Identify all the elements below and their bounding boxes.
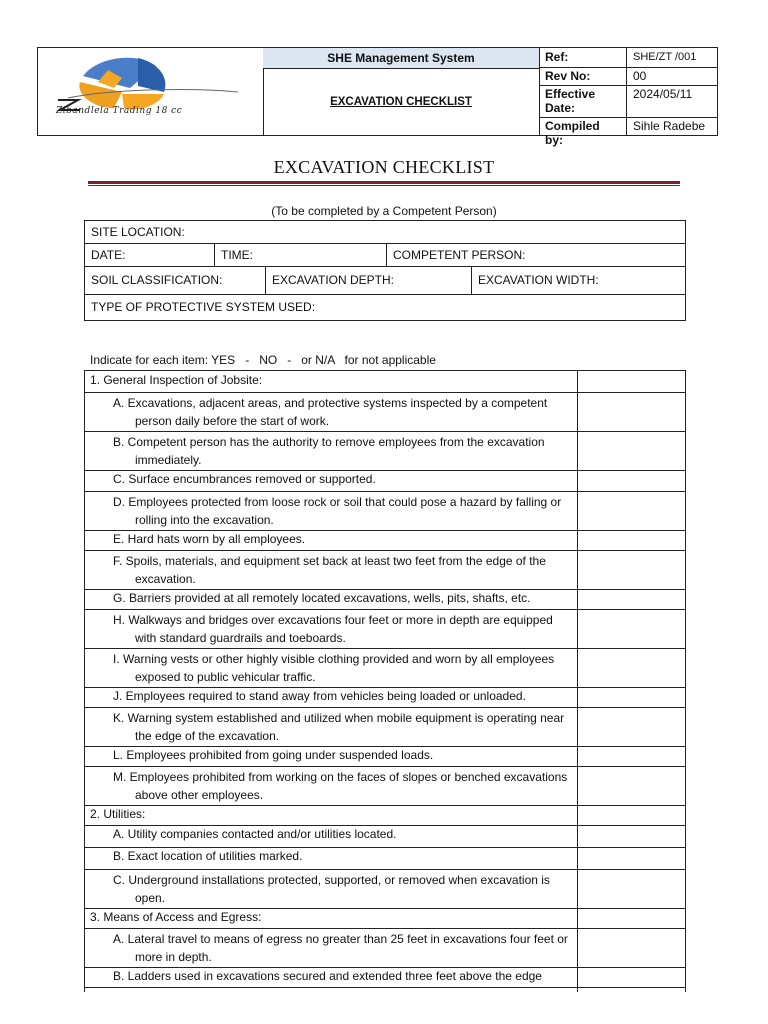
meta-label: Rev No: [539, 67, 627, 85]
checklist-item [85, 707, 685, 747]
checklist-item [85, 746, 685, 767]
meta-row-compiled [539, 117, 717, 147]
item-text: A. Excavations, adjacent areas, and protective systems inspected by a competent person daily before the start of work. [113, 396, 548, 428]
checklist-section [85, 908, 685, 929]
meta-label: Effective Date: [539, 85, 627, 117]
checklist-item [85, 825, 685, 848]
answer-cell[interactable] [578, 825, 685, 847]
page-title: EXCAVATION CHECKLIST [273, 157, 495, 177]
checklist-item [85, 530, 685, 551]
answer-cell[interactable] [578, 869, 685, 908]
meta-value: 2024/05/11 [633, 87, 693, 101]
info-row-protective[interactable] [85, 294, 685, 320]
checklist-item [85, 589, 685, 610]
answer-cell[interactable] [578, 928, 685, 967]
item-text: E. Hard hats worn by all employees. [113, 532, 306, 546]
answer-cell[interactable] [578, 609, 685, 648]
meta-value: 00 [633, 69, 647, 83]
item-text: L. Employees prohibited from going under suspended loads. [113, 748, 434, 762]
answer-cell[interactable] [578, 392, 685, 431]
item-text: M. Employees prohibited from working on the faces of slopes or benched excavations above other employees. [113, 770, 568, 802]
answer-cell[interactable] [578, 687, 685, 707]
item-text: H. Walkways and bridges over excavations four feet or more in depth are equipped with standard guardrails and toeboards. [113, 613, 553, 645]
instructions: Indicate for each item: YES - NO - or N/A for not applicable [90, 353, 436, 367]
meta-label: Compiled by: [539, 117, 627, 135]
checklist-item [85, 648, 685, 688]
item-text: A. Lateral travel to means of egress no greater than 25 feet in excavations four feet or more in depth. [113, 932, 568, 964]
answer-cell[interactable] [578, 530, 685, 550]
answer-cell[interactable] [578, 470, 685, 491]
answer-cell[interactable] [578, 371, 685, 392]
checklist-item [85, 847, 685, 870]
info-row-date [85, 243, 685, 267]
checklist-item [85, 550, 685, 590]
item-text: G. Barriers provided at all remotely located excavations, wells, pits, shafts, etc. [113, 591, 531, 605]
site-location-label: SITE LOCATION: [91, 225, 185, 239]
document-header [37, 47, 718, 147]
item-text: C. Underground installations protected, supported, or removed when excavation is open. [113, 873, 550, 905]
excavation-width-label: EXCAVATION WIDTH: [478, 273, 599, 287]
checklist-item [85, 766, 685, 806]
item-text: B. Ladders used in excavations secured and extended three feet above the edge [113, 969, 542, 983]
item-text: F. Spoils, materials, and equipment set back at least two feet from the edge of the excavation. [113, 554, 546, 586]
system-name: SHE Management System [263, 48, 539, 69]
checklist-item [85, 967, 685, 988]
answer-cell[interactable] [578, 746, 685, 766]
item-text: B. Exact location of utilities marked. [113, 849, 303, 863]
checklist-item [85, 392, 685, 432]
answer-cell[interactable] [578, 805, 685, 825]
info-row-site[interactable] [85, 221, 685, 244]
item-text: J. Employees required to stand away from vehicles being loaded or unloaded. [113, 689, 526, 703]
item-text: A. Utility companies contacted and/or utilities located. [113, 827, 397, 841]
info-table [84, 220, 686, 321]
answer-cell[interactable] [578, 908, 685, 928]
answer-cell[interactable] [578, 491, 685, 530]
header-middle [263, 48, 540, 135]
title-rule-thin [88, 185, 680, 186]
logo-cell [38, 48, 264, 135]
checklist-table [84, 370, 686, 992]
logo-text: Zibandlela Trading 18 cc [56, 106, 183, 116]
header-meta [539, 48, 717, 147]
checklist-section [85, 805, 685, 826]
answer-cell[interactable] [578, 550, 685, 589]
section-heading: 1. General Inspection of Jobsite: [90, 373, 263, 387]
item-text: I. Warning vests or other highly visible clothing provided and worn by all employees exposed to public vehicular traffic. [113, 652, 555, 684]
checklist-item [85, 869, 685, 909]
answer-cell[interactable] [578, 589, 685, 609]
protective-system-label: TYPE OF PROTECTIVE SYSTEM USED: [91, 300, 316, 314]
title-rule [88, 181, 680, 184]
answer-cell[interactable] [578, 431, 685, 470]
soil-classification-label: SOIL CLASSIFICATION: [91, 273, 223, 287]
checklist-item [85, 470, 685, 492]
section-heading: 3. Means of Access and Egress: [90, 910, 262, 924]
answer-cell[interactable] [578, 648, 685, 687]
info-row-soil [85, 266, 685, 295]
checklist-item [85, 609, 685, 649]
item-text: K. Warning system established and utilized when mobile equipment is operating near the edge of the excavation. [113, 711, 565, 743]
answer-cell[interactable] [578, 707, 685, 746]
checklist-item [85, 491, 685, 531]
item-text: C. Surface encumbrances removed or supported. [113, 472, 376, 486]
meta-value: Sihle Radebe [633, 119, 706, 133]
checklist-item [85, 431, 685, 471]
checklist-item [85, 687, 685, 708]
time-label: TIME: [221, 247, 253, 262]
company-logo [38, 48, 263, 135]
answer-cell[interactable] [578, 766, 685, 805]
section-heading: 2. Utilities: [90, 807, 146, 821]
meta-row-ref [539, 48, 717, 68]
header-doc-title: EXCAVATION CHECKLIST [330, 96, 472, 108]
competent-person-label: COMPETENT PERSON: [393, 247, 526, 262]
subtitle: (To be completed by a Competent Person) [271, 204, 497, 218]
answer-cell[interactable] [578, 967, 685, 987]
excavation-depth-label: EXCAVATION DEPTH: [272, 273, 395, 287]
item-text: B. Competent person has the authority to remove employees from the excavation immediately. [113, 435, 545, 467]
answer-cell[interactable] [578, 847, 685, 869]
meta-label: Ref: [539, 48, 627, 67]
meta-row-rev [539, 67, 717, 86]
checklist-section [85, 371, 685, 393]
checklist-item [85, 928, 685, 968]
meta-value: SHE/ZT /001 [633, 51, 697, 63]
date-label: DATE: [91, 247, 126, 262]
item-text: D. Employees protected from loose rock or soil that could pose a hazard by falling or rolling into the excavation. [113, 495, 562, 527]
meta-row-date [539, 85, 717, 118]
